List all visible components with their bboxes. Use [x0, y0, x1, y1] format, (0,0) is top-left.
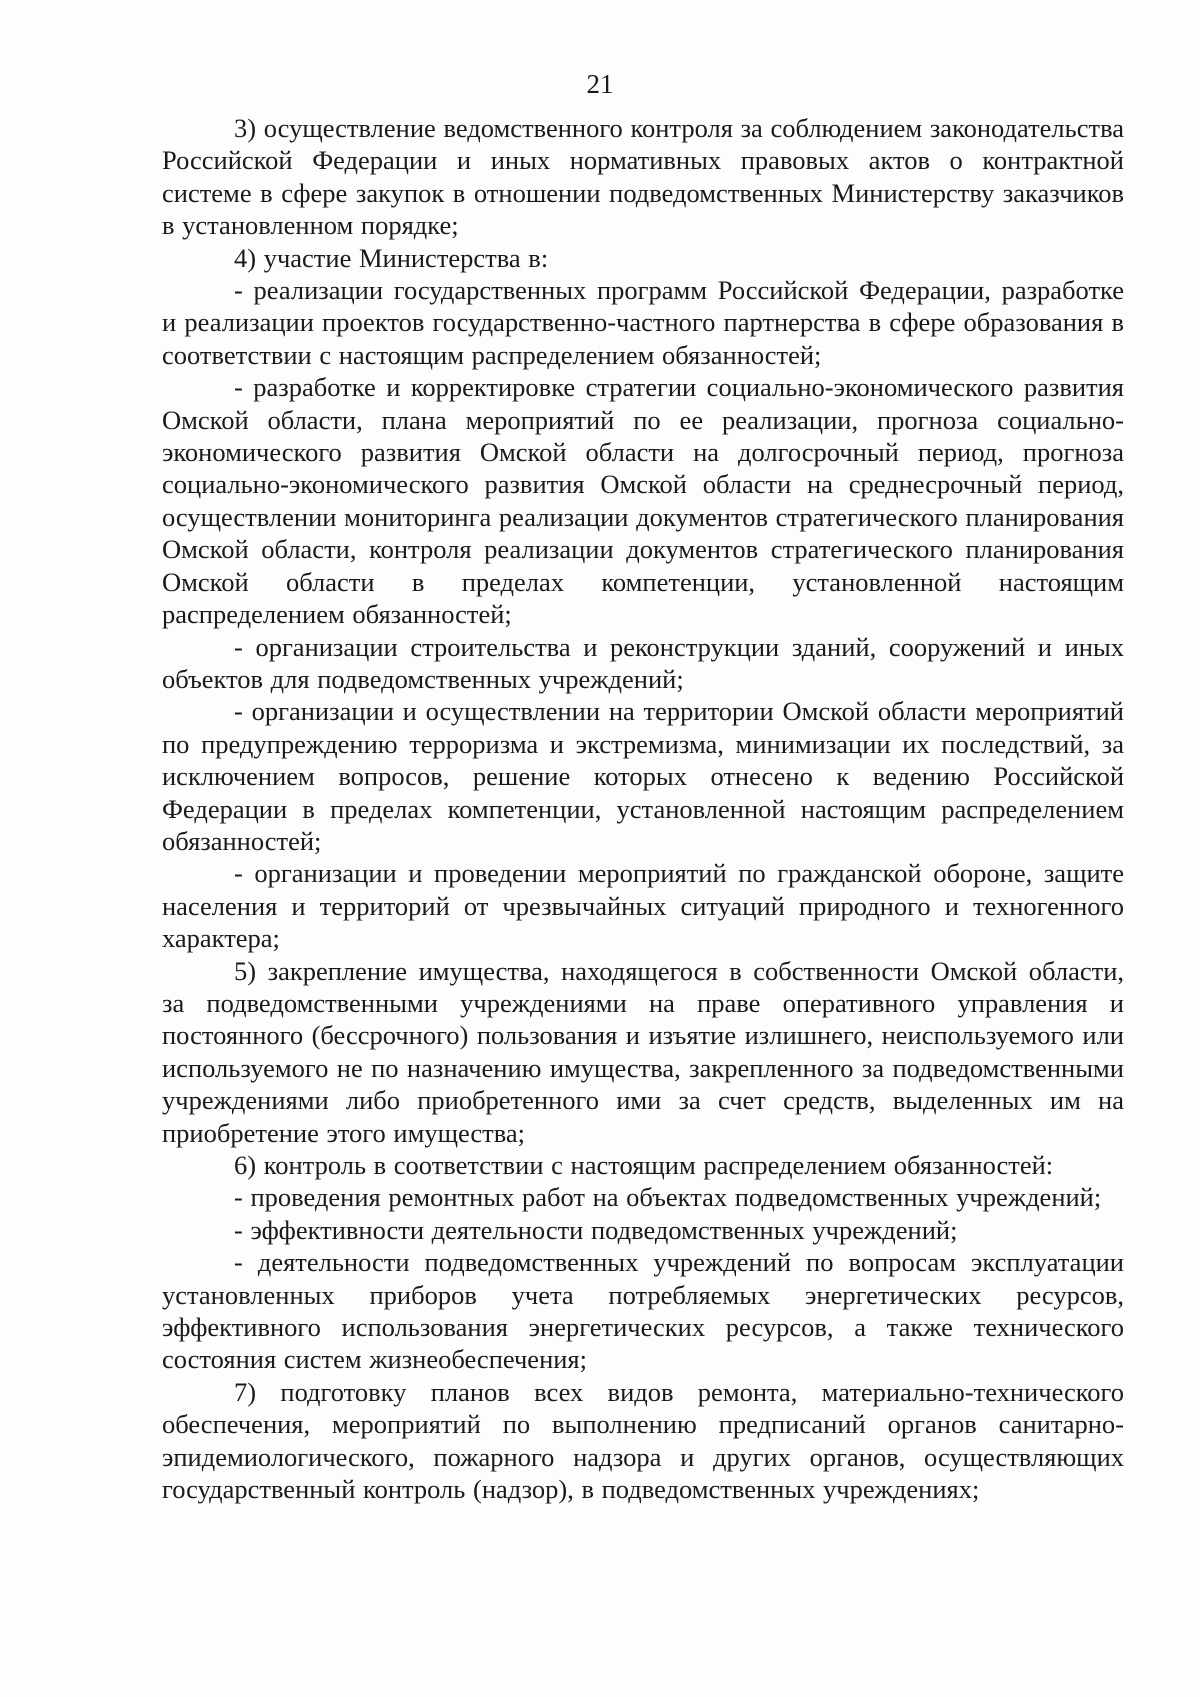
- subparagraph-construction: - организации строительства и реконструкции зданий, сооружений и иных объектов для подведомственных учреждений;: [162, 631, 1124, 694]
- paragraph-item-5: 5) закрепление имущества, находящегося в собственности Омской области, за подведомственными учреждениями на праве оперативного управления и постоянного (бессрочного) пользования и изъятие излишнего, неиспользуемого или используемого не по назначению имущества, закрепленного за подведомственными учреждениями либо приобретенного ими за счет средств, выделенных им на приобретение этого имущества;: [162, 955, 1124, 1148]
- paragraph-item-7: 7) подготовку планов всех видов ремонта, материально-технического обеспечения, мероприятий по выполнению предписаний органов санитарно-эпидемиологического, пожарного надзора и других органов, осуществляющих государственный контроль (надзор), в подведомственных учреждениях;: [162, 1376, 1124, 1505]
- subparagraph-programs: - реализации государственных программ Российской Федерации, разработке и реализации проектов государственно-частного партнерства в сфере образования в соответствии с настоящим распределением обязанностей;: [162, 275, 1124, 370]
- subparagraph-terrorism: - организации и осуществлении на территории Омской области мероприятий по предупреждению терроризма и экстремизма, минимизации их последствий, за исключением вопросов, решение которых отнесено к ведению Российской Федерации в пределах компетенции, установленной настоящим распределением обязанностей;: [162, 696, 1124, 856]
- page-number: 21: [586, 69, 614, 99]
- paragraph-item-6: 6) контроль в соответствии с настоящим распределением обязанностей:: [234, 1150, 1054, 1180]
- subparagraph-civil-defense: - организации и проведении мероприятий по гражданской обороне, защите населения и территорий от чрезвычайных ситуаций природного и техногенного характера;: [162, 858, 1124, 954]
- subparagraph-strategy: - разработке и корректировке стратегии социально-экономического развития Омской области, плана мероприятий по ее реализации, прогноза социально-экономического развития Омской области на долгосрочный период, прогноза социально-экономического развития Омской области на среднесрочный период, осуществлении мониторинга реализации документов стратегического планирования Омской области, контроля реализации документов стратегического планирования Омской области в пределах компетенции, установленной настоящим распределением обязанностей;: [162, 372, 1124, 630]
- subparagraph-energy: - деятельности подведомственных учреждений по вопросам эксплуатации установленных приборов учета потребляемых энергетических ресурсов, эффективного использования энергетических ресурсов, а также технического состояния систем жизнеобеспечения;: [162, 1247, 1124, 1375]
- subparagraph-efficiency: - эффективности деятельности подведомственных учреждений;: [234, 1214, 958, 1245]
- subparagraph-repairs: - проведения ремонтных работ на объектах подведомственных учреждений;: [234, 1182, 1102, 1213]
- paragraph-item-4: 4) участие Министерства в:: [234, 242, 549, 273]
- document-body: [162, 112, 1124, 1505]
- paragraph-item-3: 3) осуществление ведомственного контроля за соблюдением законодательства Российской Федерации и иных нормативных правовых актов о контрактной системе в сфере закупок в отношении подведомственных Министерству заказчиков в установленном порядке;: [162, 113, 1124, 241]
